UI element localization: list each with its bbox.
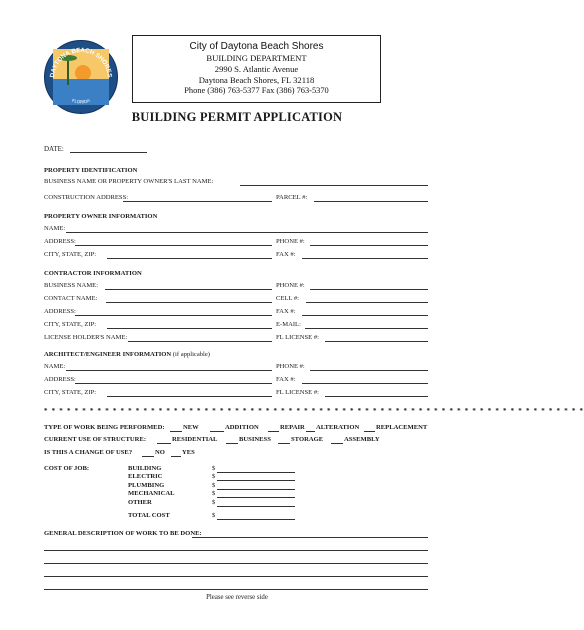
new-checkbox-line[interactable] [170, 431, 182, 432]
current-use-label: CURRENT USE OF STRUCTURE: [44, 436, 147, 443]
addition-checkbox-line[interactable] [210, 431, 224, 432]
city-name: City of Daytona Beach Shores [189, 41, 324, 52]
cost-other-dollar: $ [212, 499, 216, 506]
contractor-cell-label: CELL #: [276, 295, 300, 302]
change-of-use-label: IS THIS A CHANGE OF USE? [44, 449, 133, 456]
description-line-3[interactable] [44, 563, 428, 564]
owner-name-field[interactable] [240, 185, 428, 186]
work-type-addition: ADDITION [225, 424, 259, 431]
cost-plumbing-dollar: $ [212, 482, 216, 489]
cost-electric-label: ELECTRIC [128, 473, 163, 480]
contractor-phone-field[interactable] [310, 289, 428, 290]
architect-city-label: CITY, STATE, ZIP: [44, 389, 97, 396]
owner-city-label: CITY, STATE, ZIP: [44, 251, 97, 258]
svg-text:FLORIDA: FLORIDA [71, 97, 91, 105]
contractor-fax-label: FAX #: [276, 308, 296, 315]
owner-name-label: BUSINESS NAME OR PROPERTY OWNER'S LAST NAME: [44, 178, 214, 185]
date-label: DATE: [44, 145, 64, 153]
cost-electric-dollar: $ [212, 473, 216, 480]
use-business: BUSINESS [239, 436, 271, 443]
architect-license-field[interactable] [325, 396, 428, 397]
owner-city-field[interactable] [107, 258, 272, 259]
description-line-4[interactable] [44, 576, 428, 577]
architect-license-label: FL LICENSE #: [276, 389, 319, 396]
owner-fax-label: FAX #: [276, 251, 296, 258]
work-type-alteration: ALTERATION [316, 424, 360, 431]
business-checkbox-line[interactable] [226, 443, 238, 444]
architect-address-label: ADDRESS: [44, 376, 76, 383]
owner-name-field-label: NAME: [44, 225, 66, 232]
page-title: BUILDING PERMIT APPLICATION [131, 110, 343, 124]
contractor-contact-field[interactable] [106, 302, 272, 303]
license-holder-label: LICENSE HOLDER'S NAME: [44, 334, 128, 341]
construction-address-label: CONSTRUCTION ADDRESS: [44, 194, 129, 201]
yes-checkbox-line[interactable] [171, 456, 181, 457]
street-address: 2990 S. Atlantic Avenue [214, 64, 299, 74]
cost-of-job-label: COST OF JOB: [44, 465, 90, 472]
cost-mechanical-field[interactable] [217, 497, 295, 498]
cost-total-dollar: $ [212, 512, 216, 519]
license-holder-field[interactable] [128, 341, 272, 342]
cost-plumbing-label: PLUMBING [128, 482, 165, 489]
description-line-2[interactable] [44, 550, 428, 551]
contractor-city-label: CITY, STATE, ZIP: [44, 321, 97, 328]
architect-fax-label: FAX #: [276, 376, 296, 383]
alteration-checkbox-line[interactable] [306, 431, 315, 432]
seal-lettering [45, 41, 117, 113]
architect-phone-label: PHONE #: [276, 363, 305, 370]
repair-checkbox-line[interactable] [268, 431, 279, 432]
architect-city-field[interactable] [107, 396, 272, 397]
cost-mechanical-dollar: $ [212, 490, 216, 497]
description-line-5[interactable] [44, 589, 428, 590]
city-state-zip: Daytona Beach Shores, FL 32118 [198, 75, 315, 85]
contractor-license-field[interactable] [325, 341, 428, 342]
architect-name-label: NAME: [44, 363, 66, 370]
city-seal-logo [44, 40, 118, 114]
use-storage: STORAGE [291, 436, 324, 443]
work-type-label: TYPE OF WORK BEING PERFORMED: [44, 424, 165, 431]
contractor-business-field[interactable] [105, 289, 272, 290]
replacement-checkbox-line[interactable] [364, 431, 375, 432]
contractor-city-field[interactable] [107, 328, 272, 329]
architect-heading-text: ARCHITECT/ENGINEER INFORMATION [44, 351, 172, 358]
phone-fax: Phone (386) 763-5377 Fax (386) 763-5370 [184, 86, 329, 95]
architect-heading-note: (if applicable) [172, 351, 211, 358]
assembly-checkbox-line[interactable] [331, 443, 343, 444]
footer-note: Please see reverse side [206, 594, 268, 601]
contractor-phone-label: PHONE #: [276, 282, 305, 289]
use-assembly: ASSEMBLY [344, 436, 380, 443]
cost-electric-field[interactable] [217, 480, 295, 481]
contractor-cell-field[interactable] [306, 302, 428, 303]
contractor-email-label: E-MAIL: [276, 321, 301, 328]
owner-fullname-field[interactable] [66, 232, 428, 233]
cost-building-dollar: $ [212, 465, 216, 472]
change-no: NO [155, 449, 165, 456]
parcel-field[interactable] [314, 201, 428, 202]
owner-address-label: ADDRESS: [44, 238, 76, 245]
residential-checkbox-line[interactable] [157, 443, 171, 444]
cost-mechanical-label: MECHANICAL [128, 490, 175, 497]
contractor-address-field[interactable] [75, 315, 272, 316]
contractor-address-label: ADDRESS: [44, 308, 76, 315]
cost-total-label: TOTAL COST [128, 512, 170, 519]
svg-text:DAYTONA BEACH SHORES: DAYTONA BEACH SHORES [48, 46, 113, 78]
cost-total-field[interactable] [217, 519, 295, 520]
cost-building-field[interactable] [217, 472, 295, 473]
contractor-license-label: FL LICENSE #: [276, 334, 319, 341]
cost-other-field[interactable] [217, 506, 295, 507]
contractor-heading: CONTRACTOR INFORMATION [44, 270, 142, 277]
architect-name-field[interactable] [66, 370, 272, 371]
architect-heading [44, 351, 210, 359]
work-type-replacement: REPLACEMENT [376, 424, 428, 431]
header-address-box [132, 35, 381, 103]
description-line-1[interactable] [192, 537, 428, 538]
property-owner-heading: PROPERTY OWNER INFORMATION [44, 213, 158, 220]
architect-address-field[interactable] [75, 383, 272, 384]
use-residential: RESIDENTIAL [172, 436, 218, 443]
date-field[interactable] [70, 152, 147, 153]
contractor-email-field[interactable] [305, 328, 428, 329]
owner-fax-field[interactable] [302, 258, 428, 259]
architect-phone-field[interactable] [310, 370, 428, 371]
cost-plumbing-field[interactable] [217, 489, 295, 490]
architect-fax-field[interactable] [302, 383, 428, 384]
storage-checkbox-line[interactable] [278, 443, 290, 444]
owner-phone-label: PHONE #: [276, 238, 305, 245]
contractor-fax-field[interactable] [302, 315, 428, 316]
cost-building-label: BUILDING [128, 465, 162, 472]
owner-address-field[interactable] [75, 245, 272, 246]
work-type-new: NEW [183, 424, 199, 431]
owner-phone-field[interactable] [310, 245, 428, 246]
work-type-repair: REPAIR [280, 424, 305, 431]
contractor-business-label: BUSINESS NAME: [44, 282, 99, 289]
no-checkbox-line[interactable] [142, 456, 154, 457]
department-name: BUILDING DEPARTMENT [206, 53, 307, 63]
description-label: GENERAL DESCRIPTION OF WORK TO BE DONE: [44, 530, 202, 537]
parcel-label: PARCEL #: [276, 194, 308, 201]
cost-other-label: OTHER [128, 499, 152, 506]
change-yes: YES [182, 449, 195, 456]
property-identification-heading: PROPERTY IDENTIFICATION [44, 167, 138, 174]
contractor-contact-label: CONTACT NAME: [44, 295, 98, 302]
construction-address-field[interactable] [123, 201, 272, 202]
separator-stars: * * * * * * * * * * * * * * * * * * * * * * * * * * * * * * * * * * * * * * * * * * * * * * * * * * * * * * * * * * * * * * * * * * * * * * * [44, 407, 584, 415]
